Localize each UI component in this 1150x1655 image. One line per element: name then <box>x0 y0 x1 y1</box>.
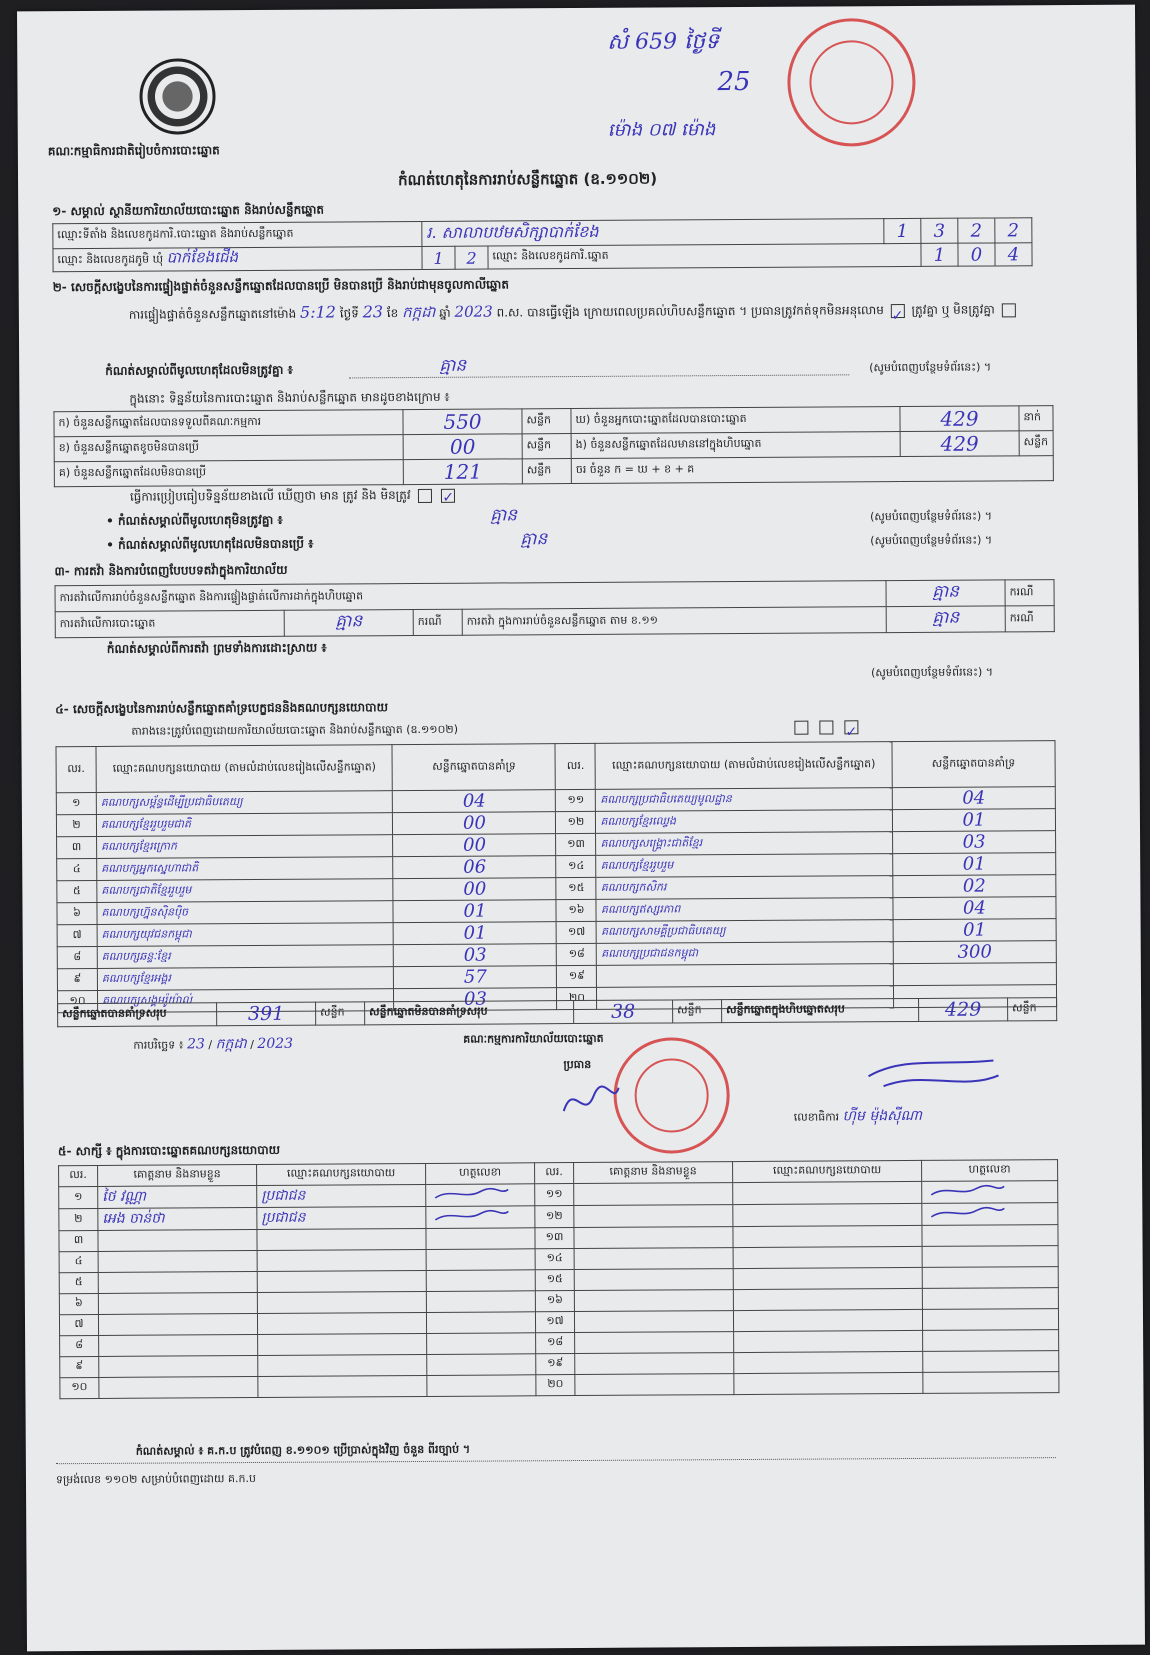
party-no: ១២ <box>556 811 596 833</box>
witness-no: ៩ <box>60 1356 99 1377</box>
party-name: គណបក្សយុវជនកម្ពុជា <box>97 923 394 947</box>
section2-heading: ២- សេចក្តីសង្ខេបនៃការផ្ទៀងផ្ទាត់ចំនួនសន្លឹកឆ្នោតដែលបានប្រើ មិនបានប្រើ និងរាប់ជាមុនចូលកាលីឆ្នោត <box>52 277 509 295</box>
witness-party <box>258 1375 427 1397</box>
party-no: ៣ <box>57 836 97 858</box>
s4-checkboxes <box>791 716 861 740</box>
count-c-label: គ) ចំនួនសន្លឹកឆ្នោតដែលមិនបានប្រើ <box>54 460 403 487</box>
form-title: កំណត់ហេតុនៃការរាប់សន្លឹកឆ្នោត (ឧ.១១០២) <box>397 169 658 190</box>
witness-party <box>733 1203 922 1226</box>
witness-party <box>733 1267 922 1289</box>
party-votes-table <box>55 740 1057 1013</box>
witness-no: ១៣ <box>535 1228 574 1249</box>
s1-row2-value: បាក់ខែងជើង <box>166 248 239 267</box>
witness-signature <box>430 1207 510 1223</box>
bullet2-label: • កំណត់សម្គាល់ពីមូលហេតុដែលមិនបានប្រើ ៖ <box>106 536 314 552</box>
document-page <box>17 5 1145 1652</box>
count-c-unit: សន្លឹក <box>522 459 571 484</box>
section4-sub: តារាងនេះត្រូវបំពេញដោយការិយាល័យបោះឆ្នោត និងរាប់សន្លឹកឆ្នោត (ឧ.១១០២) <box>131 722 459 738</box>
party-name: គណបក្សកសិករ <box>596 876 893 900</box>
witness-party: ប្រជាជន <box>257 1206 426 1229</box>
witness-name <box>98 1313 257 1335</box>
nec-emblem <box>139 58 215 134</box>
party-no: ១៤ <box>556 855 596 877</box>
witness-name <box>574 1227 733 1249</box>
s1-code-2: 3 <box>921 218 958 243</box>
party-no: ១៦ <box>556 899 596 921</box>
count-c-value: 121 <box>403 459 522 485</box>
witness-signature <box>926 1182 1006 1198</box>
s3-row2-mid: ការតវ៉ា ក្នុងការរាប់ចំនួនសន្លឹកឆ្នោត តាម ខ.១១ <box>462 607 886 636</box>
official-seal-top <box>787 18 916 147</box>
section1-heading: ១- សម្គាល់ ស្ថានីយការិយាល័យបោះឆ្នោត និងរាប់សន្លឹកឆ្នោត <box>52 202 325 219</box>
witness-no: ៧ <box>59 1314 98 1335</box>
party-votes: 04 <box>892 787 1055 810</box>
section4-heading: ៤- សេចក្តីសង្ខេបនៃការរាប់សន្លឹកឆ្នោតគាំទ្របេក្ខជននិងគណបក្សនយោបាយ <box>55 700 389 717</box>
party-no: ១៧ <box>557 921 597 943</box>
w-col-no-left: លរ. <box>59 1165 98 1186</box>
witness-name <box>574 1183 733 1206</box>
witness-no: ១៨ <box>536 1333 575 1354</box>
witness-sign[interactable] <box>426 1291 535 1313</box>
party-name: គណបក្សប្រជាធិបតេយ្យមូលដ្ឋាន <box>596 788 893 812</box>
witness-name: ថៃ វណ្ណា <box>98 1185 257 1208</box>
witness-no: ៥ <box>59 1272 98 1293</box>
total-valid-label: សន្លឹកឆ្នោតបានគាំទ្រសរុប <box>58 1003 217 1027</box>
s1-row2-label2: ឈ្មោះ និងលេខកូដការិ.ឆ្នោត <box>488 243 921 269</box>
party-votes: 04 <box>393 790 556 813</box>
s1-row2-label: ឈ្មោះ និងលេខកូដភូមិ ឃុំ បាក់ខែងជើង <box>53 246 422 271</box>
s3-row1: ការតវ៉ាលើការរាប់ចំនួនសន្លឹកឆ្នោត និងការផ្ទៀងផ្ទាត់លើការដាក់ក្នុងហិបឆ្នោត <box>55 581 886 612</box>
party-name: គណបក្សជាតិខ្មែររួបរួម <box>97 879 394 903</box>
witness-sign[interactable] <box>426 1249 535 1271</box>
compare-line: ធ្វើការប្រៀបធៀបទិន្នន័យខាងលើ ឃើញថា មាន ត្រូវ និង មិនត្រូវ ✓ <box>129 488 455 506</box>
count-formula: ចរ ចំនួន ក = ឃ + ខ + គ <box>571 456 1053 484</box>
top-note-2: 25 <box>717 66 751 98</box>
party-name: គណបក្សខ្មែររួបរួម <box>596 854 893 878</box>
count-b-unit: សន្លឹក <box>522 434 571 459</box>
witness-no: ១៧ <box>535 1312 574 1333</box>
bullet1-label: • កំណត់សម្គាល់ពីមូលហេតុមិនត្រូវគ្នា ៖ <box>106 512 283 528</box>
witness-sign[interactable] <box>922 1267 1058 1289</box>
party-votes: 00 <box>393 878 556 901</box>
fill-note-1: (សូមបំពេញបន្ថែមទំព័រនេះ) ។ <box>869 360 992 375</box>
s1-code-3: 2 <box>958 218 995 243</box>
witness-no: ១២ <box>535 1206 574 1228</box>
party-votes: 57 <box>394 966 557 989</box>
party-no: ៤ <box>57 858 97 880</box>
secretary-signature <box>863 1045 1003 1106</box>
witness-sign[interactable] <box>923 1351 1059 1373</box>
party-votes <box>893 963 1056 986</box>
witness-name <box>574 1311 733 1333</box>
w-col-party-left: ឈ្មោះគណបក្សនយោបាយ <box>257 1163 426 1185</box>
section2-intro: ការផ្ទៀងផ្ទាត់ចំនួនសន្លឹកឆ្នោតនៅម៉ោង 5:12 ថ្ងៃទី 23 ខែ កក្កដា ឆ្នាំ 2023 ព.ស. បានធ្វើឡើង ក្រោយពេលប្រគល់ហិបសន្លឹកឆ្នោត ។ ប្រធានត្រូវកត់ទុកមិនអនុលោម ✓ ត្រូវគ្នា ឬ មិនត្រូវគ្នា <box>129 297 1069 326</box>
witness-name <box>98 1271 257 1293</box>
s1-row2-num-1: 1 <box>422 246 455 269</box>
sign-date-month: កក្កដា <box>215 1036 247 1053</box>
witness-no: ១០ <box>60 1377 99 1398</box>
witness-name <box>575 1374 734 1396</box>
w-col-name-right: គោត្តនាម និងនាមខ្លួន <box>574 1162 733 1184</box>
s1-row2-code-3: 4 <box>995 243 1032 266</box>
witness-name <box>575 1353 734 1375</box>
witness-sign[interactable] <box>922 1181 1058 1204</box>
party-no: ៥ <box>57 880 97 902</box>
w-col-sign-right: ហត្ថលេខា <box>922 1160 1058 1182</box>
w-col-sign-left: ហត្ថលេខា <box>426 1163 535 1185</box>
witness-party <box>257 1249 426 1271</box>
party-votes: 02 <box>893 875 1056 898</box>
compare-yes-checkbox[interactable] <box>417 488 431 502</box>
s1-row1-value: រ. សាលាបឋមសិក្សាបាក់ខែង <box>422 219 884 247</box>
totals-row <box>57 997 1057 1027</box>
witness-sign[interactable] <box>426 1270 535 1292</box>
total-box-label: សន្លឹកឆ្នោតក្នុងហិបឆ្នោតសរុប <box>722 998 919 1022</box>
witness-no: ៣ <box>59 1230 98 1251</box>
party-no: ២០ <box>557 987 597 1009</box>
form-bottom-note: ទម្រង់លេខ ១១០២ សម្រាប់បំពេញដោយ គ.ក.ប <box>55 1471 256 1487</box>
witness-table <box>58 1159 1059 1399</box>
s3-note-label: កំណត់សម្គាល់ពីការតវ៉ា ព្រមទាំងការដោះស្រាយ ៖ <box>106 640 327 656</box>
chair-signature <box>554 1076 624 1126</box>
reason-line <box>349 374 849 378</box>
s3-row1-unit: ករណី <box>1005 580 1054 606</box>
witness-party <box>257 1312 426 1334</box>
witness-name <box>574 1269 733 1291</box>
match-checkbox[interactable]: ✓ <box>891 304 905 318</box>
witness-no: ១៥ <box>535 1270 574 1291</box>
count-d-unit: នាក់ <box>1019 406 1053 431</box>
party-votes: 01 <box>893 919 1056 942</box>
party-no: ១ <box>56 792 96 814</box>
chair-label: ប្រធាន <box>563 1057 592 1072</box>
secretary-line: លេខាធិការ ហ៊ីម ម៉ុងស៊ីណា <box>793 1107 923 1125</box>
counts-table <box>53 405 1053 487</box>
total-box-unit: សន្លឹក <box>1008 998 1057 1021</box>
witness-party <box>258 1333 427 1355</box>
reason-label: កំណត់សម្គាល់ពីមូលហេតុដែលមិនត្រូវគ្នា ៖ <box>105 362 293 378</box>
secretary-name: ហ៊ីម ម៉ុងស៊ីណា <box>842 1107 923 1125</box>
party-name: គណបក្សសម្ព័ន្ធដើម្បីប្រជាធិបតេយ្យ <box>96 791 393 815</box>
count-e-label: ង) ចំនួនសន្លឹកឆ្នោតដែលមាននៅក្នុងហិបឆ្នោត <box>571 432 900 459</box>
count-d-value: 429 <box>900 406 1019 432</box>
counts-intro: ក្នុងនោះ ទិន្នន័យនៃការបោះឆ្នោត និងរាប់សន្លឹកឆ្នោត មានដូចខាងក្រោម ៖ <box>129 389 450 406</box>
witness-name <box>98 1292 257 1314</box>
total-box-value: 429 <box>919 998 1008 1022</box>
party-votes: 01 <box>892 809 1055 832</box>
witness-name <box>574 1205 733 1228</box>
bullet1-value: គ្មាន <box>490 505 518 526</box>
party-name: គណបក្សខ្មែរក្រោក <box>97 835 394 859</box>
total-valid-value: 391 <box>217 1002 316 1026</box>
party-no: ១០ <box>57 990 97 1012</box>
witness-sign[interactable] <box>426 1206 535 1229</box>
witness-name: អេង ចាន់ថា <box>98 1207 257 1230</box>
witness-sign[interactable] <box>427 1354 536 1376</box>
party-name: គណបក្សអ្នកស្នេហាជាតិ <box>97 857 394 881</box>
witness-name <box>99 1334 258 1356</box>
s3-row2-value2: គ្មាន <box>886 606 1005 633</box>
count-d-label: ឃ) ចំនួនអ្នកបោះឆ្នោតដែលបានបោះឆ្នោត <box>571 407 900 434</box>
witness-sign[interactable] <box>922 1225 1058 1247</box>
day-value: 23 <box>362 302 384 322</box>
witness-no: ៤ <box>59 1251 98 1272</box>
witness-sign[interactable] <box>922 1288 1058 1310</box>
witness-no: ២ <box>59 1208 98 1230</box>
witness-party <box>257 1270 426 1292</box>
section3-heading: ៣- ការតវ៉ា និងការបំពេញបែបបទតវ៉ាក្នុងការិយាល័យ <box>54 562 288 579</box>
witness-sign[interactable] <box>923 1330 1059 1352</box>
s3-row2-value: គ្មាន <box>284 610 413 637</box>
witness-party <box>733 1181 922 1204</box>
party-no: ២ <box>56 814 96 836</box>
party-no: ១៥ <box>556 877 596 899</box>
s1-code-4: 2 <box>995 218 1032 243</box>
party-no: ១១ <box>556 789 596 811</box>
col-votes-left: សន្លឹកឆ្នោតបានគាំទ្រ <box>392 744 555 791</box>
witness-sign[interactable] <box>427 1333 536 1355</box>
witness-party <box>257 1228 426 1250</box>
count-a-unit: សន្លឹក <box>522 409 571 434</box>
witness-sign[interactable] <box>426 1228 535 1250</box>
witness-no: ៨ <box>60 1335 99 1356</box>
col-no-left: លរ. <box>56 746 96 792</box>
witness-party <box>733 1225 922 1247</box>
party-votes: 03 <box>394 988 557 1011</box>
witness-no: ១៩ <box>536 1354 575 1375</box>
witness-no: ១៦ <box>535 1291 574 1312</box>
count-e-value: 429 <box>900 431 1019 457</box>
date-line: ការបរិច្ឆេទ ៖ 23 / កក្កដា / 2023 <box>133 1035 294 1053</box>
count-b-label: ខ) ចំនួនសន្លឹកឆ្នោតខូចមិនបានប្រើ <box>54 435 403 462</box>
party-name: គណបក្សប្រជាជនកម្ពុជា <box>597 942 894 966</box>
top-note-3: ម៉ោង ០៧ ម៉ោង <box>607 119 716 141</box>
party-name: គណបក្សសង្គ្រោះជាតិខ្មែរ <box>596 832 893 856</box>
witness-sign[interactable] <box>426 1184 535 1207</box>
col-party-left: ឈ្មោះគណបក្សនយោបាយ (តាមលំដាប់លេខរៀងលើសន្លឹកឆ្នោត) <box>96 745 393 793</box>
party-name: គណបក្សខ្មែរអង្គរ <box>97 967 394 991</box>
party-votes: 06 <box>393 856 556 879</box>
month-value: កក្កដា <box>402 302 436 322</box>
witness-name <box>99 1376 258 1398</box>
party-no: ១៩ <box>557 965 597 987</box>
witness-sign[interactable] <box>426 1312 535 1334</box>
party-name: គណបក្សឆន្ទៈខ្មែរ <box>97 945 394 969</box>
witness-sign[interactable] <box>922 1309 1058 1331</box>
witness-party <box>733 1309 922 1331</box>
s1-code-1: 1 <box>884 218 921 243</box>
witness-signature <box>430 1185 510 1201</box>
witness-name <box>575 1332 734 1354</box>
fill-note-3: (សូមបំពេញបន្ថែមទំព័រនេះ) ។ <box>870 533 993 548</box>
party-no: ៧ <box>57 924 97 946</box>
org-name: គណៈកម្មាធិការជាតិរៀបចំការបោះឆ្នោត <box>47 143 220 159</box>
witness-party <box>734 1351 923 1373</box>
witness-sign[interactable] <box>922 1203 1058 1226</box>
party-name: គណបក្សខ្មែររួបរួមជាតិ <box>96 813 393 837</box>
total-invalid-label: សន្លឹកឆ្នោតមិនបានគាំទ្រសរុប <box>365 1001 574 1025</box>
party-no: ៦ <box>57 902 97 924</box>
witness-footer-note: កំណត់សម្គាល់ ៖ គ.ក.ប ត្រូវបំពេញ ខ.១១០១ ប្រើប្រាស់ក្នុងវិញ ចំនួន ពីរច្បាប់ ។ <box>135 1442 471 1458</box>
party-votes: 300 <box>893 941 1056 964</box>
count-b-value: 00 <box>403 434 522 460</box>
year-value: 2023 <box>454 302 493 321</box>
witness-name <box>99 1355 258 1377</box>
total-invalid-value: 38 <box>574 1000 673 1024</box>
witness-name <box>98 1229 257 1251</box>
witness-party <box>734 1330 923 1352</box>
section5-heading: ៥- សាក្សី ៖ ក្នុងការបោះឆ្នោតគណបក្សនយោបាយ <box>57 1142 281 1159</box>
s3-row2-unit2: ករណី <box>1005 606 1054 632</box>
witness-no: ២០ <box>536 1375 575 1396</box>
witness-party <box>734 1372 923 1394</box>
s4-box-3[interactable]: ✓ <box>845 720 859 734</box>
top-note-1: សំ 659 ថ្ងៃទី <box>607 29 720 55</box>
sign-date-day: 23 <box>187 1036 205 1053</box>
count-e-unit: សន្លឹក <box>1019 431 1053 456</box>
witness-sign[interactable] <box>923 1372 1059 1394</box>
witness-signature <box>926 1204 1006 1220</box>
compare-match-checkbox[interactable]: ✓ <box>442 489 455 506</box>
party-name: គណបក្សឥស្សរភាព <box>596 898 893 922</box>
witness-name <box>574 1248 733 1270</box>
witness-party <box>733 1246 922 1268</box>
s1-row1-label: ឈ្មោះទីតាំង និងលេខកូដការិ.បោះឆ្នោត និងរាប់សន្លឹកឆ្នោត <box>53 221 422 248</box>
bullet2-value: គ្មាន <box>520 529 548 550</box>
witness-no: ១ <box>59 1186 98 1208</box>
party-no: ៩ <box>57 968 97 990</box>
s3-fill-note: (សូមបំពេញបន្ថែមទំព័រនេះ) ។ <box>871 665 994 680</box>
party-votes: 03 <box>394 944 557 967</box>
witness-no: ១៤ <box>535 1249 574 1270</box>
witness-sign[interactable] <box>427 1375 536 1397</box>
party-no: ១៨ <box>557 943 597 965</box>
party-name: គណបក្សសាមគ្គីប្រជាធិបតេយ្យ <box>597 920 894 944</box>
party-votes: 00 <box>393 812 556 835</box>
party-votes: 03 <box>892 831 1055 854</box>
witness-name <box>574 1290 733 1312</box>
time-value: 5:12 <box>299 302 337 322</box>
party-votes: 01 <box>393 900 556 923</box>
party-name <box>597 964 894 988</box>
s1-row2-code-1: 1 <box>921 243 958 266</box>
section3-table <box>55 579 1055 638</box>
party-votes: 00 <box>393 834 556 857</box>
s3-row2-unit: ករណី <box>413 609 462 635</box>
committee-label: គណៈកម្មការការិយាល័យបោះឆ្នោត <box>463 1031 604 1046</box>
w-col-party-right: ឈ្មោះគណបក្សនយោបាយ <box>733 1160 922 1182</box>
sign-date-year: 2023 <box>257 1035 294 1052</box>
total-valid-unit: សន្លឹក <box>316 1002 365 1025</box>
fill-note-2: (សូមបំពេញបន្ថែមទំព័រនេះ) ។ <box>870 509 993 524</box>
party-votes: 01 <box>393 922 556 945</box>
witness-no: ១១ <box>535 1184 574 1206</box>
s3-row1-value: គ្មាន <box>886 580 1005 607</box>
s1-row2-code-2: 0 <box>958 243 995 266</box>
s4-box-2[interactable] <box>819 720 833 734</box>
witness-name <box>98 1250 257 1272</box>
party-name: គណបក្សសង្គមរ៉ូយ៉ាល់ <box>97 989 394 1013</box>
count-a-value: 550 <box>403 409 522 435</box>
mismatch-checkbox[interactable] <box>1002 303 1016 317</box>
reason-value: គ្មាន <box>439 355 467 376</box>
witness-party <box>257 1291 426 1313</box>
col-party-right: ឈ្មោះគណបក្សនយោបាយ (តាមលំដាប់លេខរៀងលើសន្លឹកឆ្នោត) <box>595 742 892 790</box>
s1-row2-num-2: 2 <box>455 246 488 269</box>
total-invalid-unit: សន្លឹក <box>673 1000 722 1023</box>
witness-party <box>258 1354 427 1376</box>
s4-box-1[interactable] <box>794 720 808 734</box>
w-col-no-right: លរ. <box>535 1163 574 1184</box>
w-col-name-left: គោត្តនាម និងនាមខ្លួន <box>98 1164 257 1186</box>
col-votes-right: សន្លឹកឆ្នោតបានគាំទ្រ <box>892 741 1055 788</box>
party-name: គណបក្សខ្មែរឈ្វេង <box>596 810 893 834</box>
col-no-right: លរ. <box>555 743 595 789</box>
s3-row2: ការតវ៉ាលើការបោះឆ្នោត <box>55 610 284 637</box>
witness-party: ប្រជាជន <box>257 1184 426 1207</box>
witness-sign[interactable] <box>922 1246 1058 1268</box>
party-votes: 01 <box>893 853 1056 876</box>
party-no: ១៣ <box>556 833 596 855</box>
witness-party <box>733 1288 922 1310</box>
witness-no: ៦ <box>59 1293 98 1314</box>
section1-table <box>52 217 1032 272</box>
party-name: គណបក្សហ្វ៊ុនស៊ិនប៉ិច <box>97 901 394 925</box>
count-a-label: ក) ចំនួនសន្លឹកឆ្នោតដែលបានទទួលពីគណៈកម្មការ <box>54 410 403 437</box>
party-no: ៨ <box>57 946 97 968</box>
official-seal-bottom <box>613 1037 730 1154</box>
party-votes: 04 <box>893 897 1056 920</box>
